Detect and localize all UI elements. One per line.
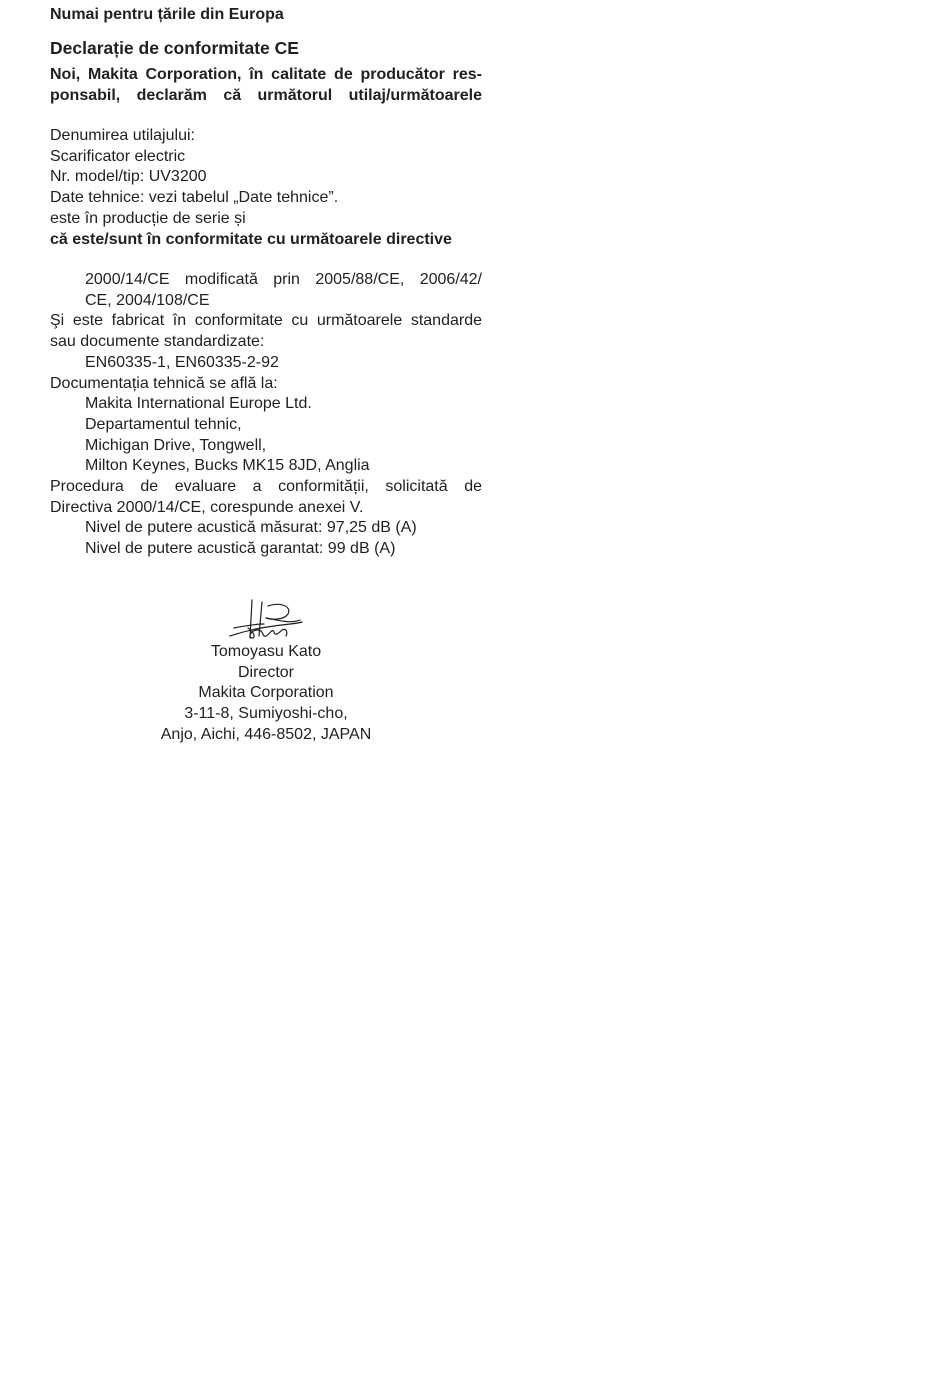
signatory-name: Tomoyasu Kato: [210, 643, 322, 660]
signatory-address-1: 3-11-8, Sumiyoshi-cho,: [184, 705, 348, 723]
standards-line-1: Şi este fabricat în conformitate cu următoarele standarde: [50, 312, 482, 330]
directives-list: [50, 270, 482, 560]
machine-tech-data: Date tehnice: vezi tabelul „Date tehnice”.: [50, 189, 339, 207]
sound-power-guaranteed: Nivel de putere acustică garantat: 99 dB (A): [85, 540, 396, 558]
directives-heading: că este/sunt în conformitate cu următoarele directive: [50, 230, 452, 248]
machine-model: Nr. model/tip: UV3200: [50, 168, 207, 186]
machine-name-label: Denumirea utilajului:: [50, 127, 195, 144]
signatory-address-2: Anjo, Aichi, 446-8502, JAPAN: [160, 725, 372, 743]
page-title: Declarație de conformitate CE: [50, 38, 299, 58]
intro-statement: [50, 64, 482, 106]
tech-doc-address-line: Milton Keynes, Bucks MK15 8JD, Anglia: [85, 457, 370, 475]
intro-line-2: ponsabil, declarăm că următorul utilaj/următoarele: [50, 87, 482, 104]
standards-line-2: sau documente standardizate:: [50, 333, 265, 351]
machine-series: este în producție de serie și: [50, 209, 246, 227]
directives-line-2: CE, 2004/108/CE: [85, 291, 210, 309]
tech-doc-label: Documentația tehnică se află la:: [50, 374, 278, 392]
intro-line-1: Noi, Makita Corporation, în calitate de producător res-: [50, 66, 482, 83]
assessment-line-1: Procedura de evaluare a conformității, solicitată de: [50, 478, 482, 496]
machine-name-value: Scarificator electric: [50, 147, 186, 165]
signature-block: [150, 598, 382, 746]
tech-doc-address-line: Makita International Europe Ltd.: [85, 395, 312, 413]
tech-doc-address-line: Departamentul tehnic,: [85, 415, 242, 433]
assessment-line-2: Directiva 2000/14/CE, corespunde anexei V.: [50, 498, 364, 516]
tech-doc-address-line: Michigan Drive, Tongwell,: [85, 436, 267, 454]
standards-list: EN60335-1, EN60335-2-92: [85, 353, 279, 371]
sound-power-measured: Nivel de putere acustică măsurat: 97,25 dB (A): [85, 519, 417, 537]
signatory-role: Director: [237, 663, 294, 681]
machine-details: [50, 126, 482, 250]
region-note: Numai pentru țările din Europa: [50, 6, 284, 23]
signature-image: [228, 598, 304, 642]
signatory-company: Makita Corporation: [198, 684, 334, 702]
directives-line-1: 2000/14/CE modificată prin 2005/88/CE, 2006/42/: [85, 271, 482, 288]
